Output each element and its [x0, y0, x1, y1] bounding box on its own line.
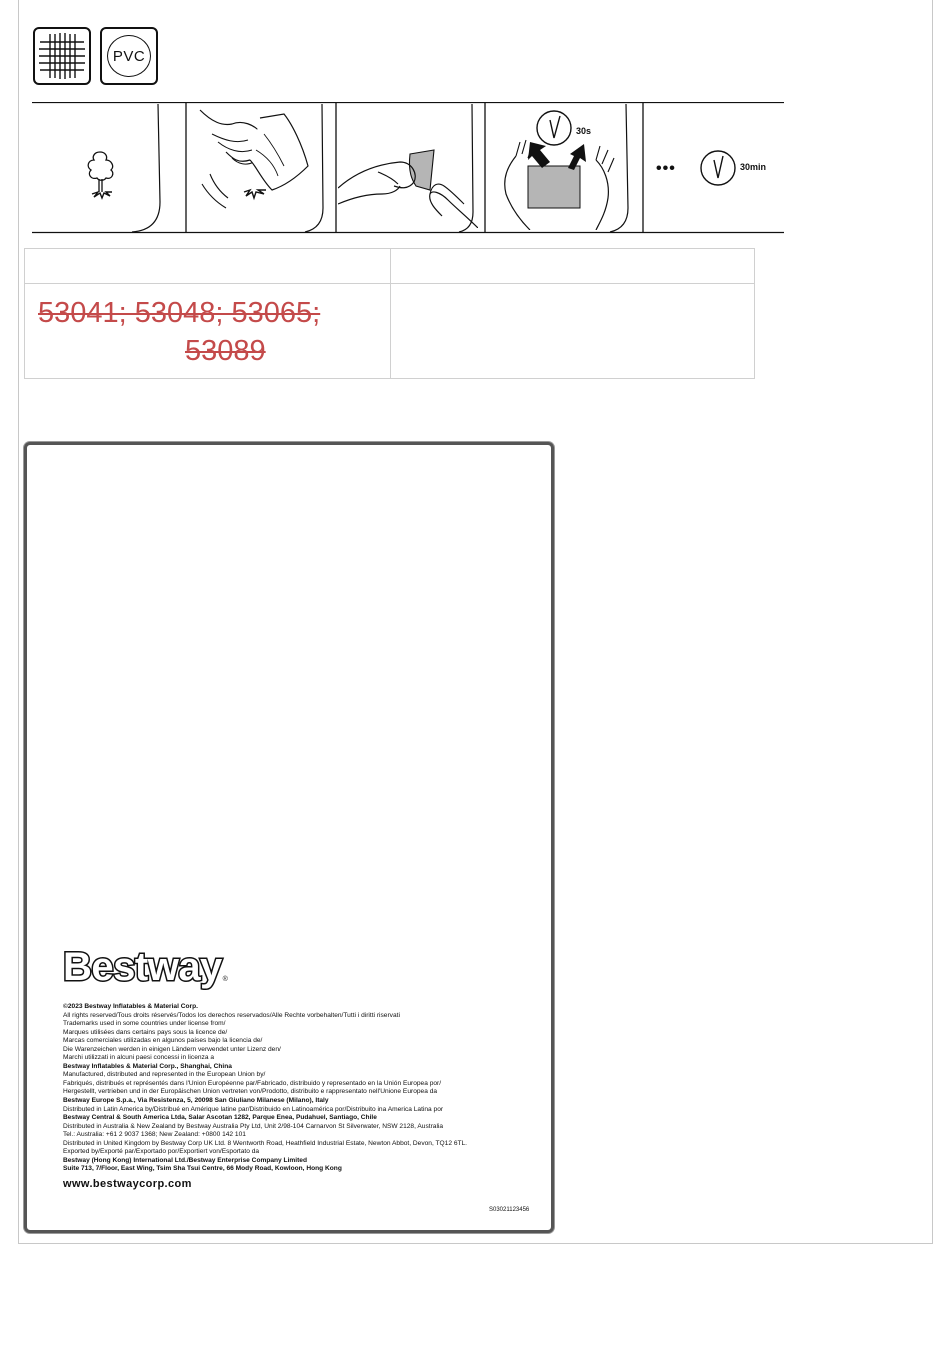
legal-line: Distributed in United Kingdom by Bestway Corp UK Ltd. 8 Wentworth Road, Heathfield Industrial Estate, Newton Abbot, Devon, TQ12 6TL. — [63, 1139, 468, 1147]
fabric-grid-icon — [33, 27, 91, 85]
website-url[interactable]: www.bestwaycorp.com — [63, 1178, 192, 1190]
brand-logo-text: Bestway — [63, 945, 222, 989]
legal-line: Hergestellt, vertrieben und in der Europäischen Union vertreten von/Prodotto, distribuito e rappresentato nell'Unione Europea da — [63, 1088, 438, 1096]
legal-line: Die Warenzeichen werden in einigen Ländern verwendet unter Lizenz den/ — [63, 1045, 281, 1053]
legal-line: ©2023 Bestway Inflatables & Material Corp. — [63, 1003, 198, 1010]
legal-line: Manufactured, distributed and represented in the European Union by/ — [63, 1071, 266, 1079]
bestway-logo — [63, 945, 228, 989]
table-header-left — [25, 249, 390, 283]
model-numbers-cell — [25, 284, 390, 379]
document-code: S03021123456 — [489, 1207, 530, 1213]
legal-line: Tel.: Australia: +61 2 9037 1368; New Zealand: +0800 142 101 — [63, 1131, 246, 1139]
step-3-peel-patch-icon — [338, 132, 478, 228]
legal-line: Bestway Europe S.p.a., Via Resistenza, 5, 20098 San Giuliano Milanese (Milano), Italy — [63, 1097, 329, 1105]
legal-line: All rights reserved/Tous droits réservés/Todos los derechos reservados/Alle Rechte vorbehalten/Tutti i diritti riservati — [63, 1011, 400, 1019]
model-numbers-line-2: 53089 — [185, 335, 266, 367]
step-2-wipe-cloth-icon — [192, 104, 322, 230]
wait-timer-label: 30min — [740, 162, 767, 172]
legal-line: Exported by/Exporté par/Exportado por/Exportiert von/Esportato da — [63, 1148, 260, 1156]
legal-line: Bestway (Hong Kong) International Ltd./Bestway Enterprise Company Limited — [63, 1156, 307, 1164]
page-frame-left — [18, 0, 19, 1244]
legal-line: Trademarks used in some countries under license from/ — [63, 1020, 226, 1028]
model-numbers-line-1: 53041; 53048; 53065; — [38, 297, 321, 329]
clock-icon — [698, 148, 738, 188]
repair-steps-strip — [32, 102, 784, 234]
model-number-table — [24, 248, 755, 379]
press-timer-label: 30s — [576, 126, 592, 136]
legal-line: Suite 713, 7/Floor, East Wing, Tsim Sha Tsui Centre, 66 Mody Road, Kowloon, Hong Kong — [63, 1165, 342, 1173]
legal-line: Marques utilisées dans certains pays sous la licence de/ — [63, 1028, 228, 1036]
legal-line: Distributed in Australia & New Zealand by Bestway Australia Pty Ltd, Unit 2/98-104 Carnarvon St Silverwater, NSW 2128, Australia — [63, 1122, 444, 1130]
ellipsis-dots: ••• — [656, 160, 676, 177]
legal-line: Marcas comerciales utilizadas en algunos países bajo la licencia de/ — [63, 1037, 263, 1045]
legal-line: Fabriqués, distribués et représentés dans l'Union Européenne par/Fabricado, distribuido y representado en la Unión Europea por/ — [63, 1079, 442, 1087]
legal-line: Distributed in Latin America by/Distribué en Amérique latine par/Distribuido en Latinoamérica por/Distribuito ina America Latina por — [63, 1105, 444, 1113]
table-right-cell — [391, 284, 755, 379]
step-5-wait-icon — [656, 148, 782, 188]
table-header-right — [391, 249, 755, 283]
step-4-press-patch-icon — [492, 106, 638, 230]
page-frame-right — [932, 0, 933, 1244]
legal-line: Bestway Inflatables & Material Corp., Shanghai, China — [63, 1062, 232, 1070]
pvc-label: PVC — [107, 35, 151, 77]
registered-mark: ® — [222, 976, 228, 983]
step-1-tree-icon — [80, 148, 120, 200]
legal-text-block — [63, 1003, 543, 1174]
legal-line: Bestway Central & South America Ltda, Salar Ascotan 1282, Parque Enea, Pudahuel, Santiago, Chile — [63, 1114, 377, 1122]
page-frame-bottom — [18, 1243, 933, 1244]
pvc-icon — [100, 27, 158, 85]
back-cover-panel — [24, 442, 554, 1233]
legal-line: Marchi utilizzati in alcuni paesi concessi in licenza a — [63, 1054, 214, 1062]
